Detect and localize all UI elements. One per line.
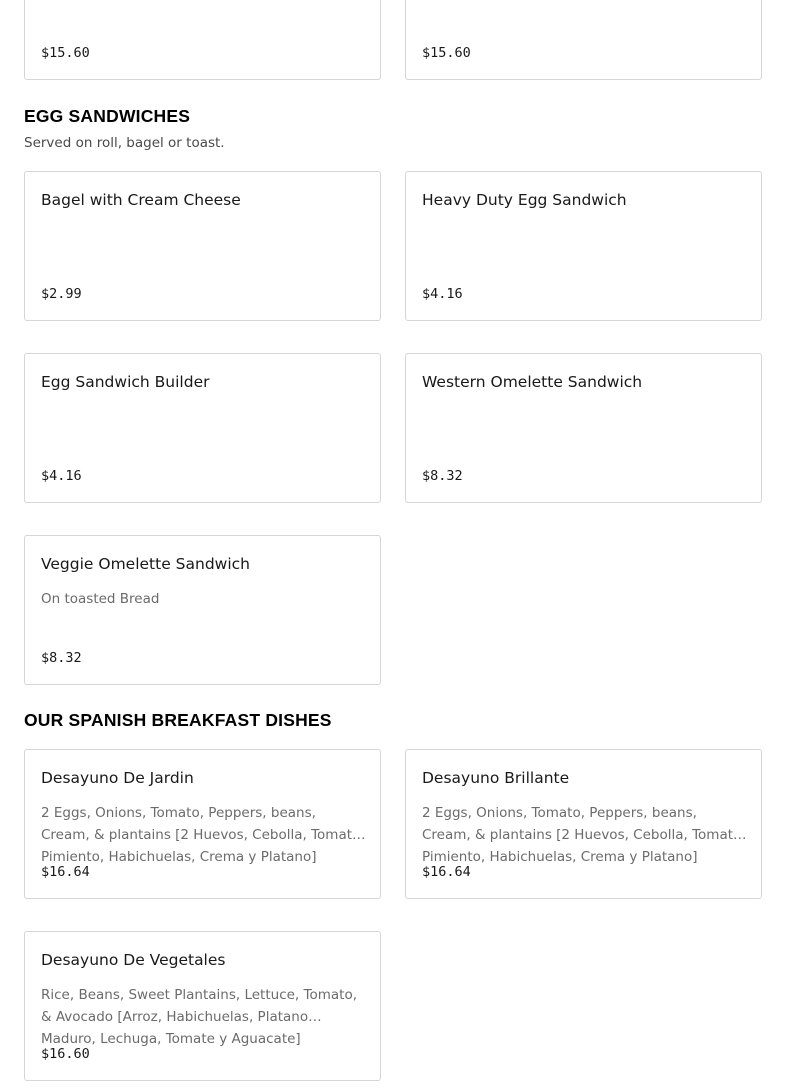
item-description: 2 Eggs, Onions, Tomato, Peppers, beans, Cream, & plantains [2 Huevos, Cebolla, Tomate, Pimiento, Habichuelas, Crema y Platano] <box>41 805 365 865</box>
item-price: $16.60 <box>41 1046 90 1062</box>
menu-item-card[interactable] <box>405 171 762 321</box>
item-name: Heavy Duty Egg Sandwich <box>422 191 627 209</box>
item-price: $15.60 <box>422 45 471 61</box>
item-price: $8.32 <box>422 468 463 484</box>
menu-item-card[interactable] <box>24 535 381 685</box>
item-price: $15.60 <box>41 45 90 61</box>
item-name: Desayuno Brillante <box>422 769 570 787</box>
menu-item-card[interactable] <box>405 353 762 503</box>
section-title-spanish-breakfast: OUR SPANISH BREAKFAST DISHES <box>24 710 332 730</box>
item-description: 2 Eggs, Onions, Tomato, Peppers, beans, Cream, & plantains [2 Huevos, Cebolla, Tomate, Pimiento, Habichuelas, Crema y Platano] <box>422 805 746 865</box>
item-price: $4.16 <box>41 468 82 484</box>
item-price: $4.16 <box>422 286 463 302</box>
item-price: $2.99 <box>41 286 82 302</box>
item-name: Egg Sandwich Builder <box>41 373 210 391</box>
item-name: Bagel with Cream Cheese <box>41 191 241 209</box>
item-description: Rice, Beans, Sweet Plantains, Lettuce, Tomato, & Avocado [Arroz, Habichuelas, Platano Maduro, Lechuga, Tomate y Aguacate] <box>41 987 357 1047</box>
menu-item-card[interactable] <box>405 0 762 80</box>
section-subtitle: Served on roll, bagel or toast. <box>24 135 225 151</box>
menu-item-card[interactable] <box>24 0 381 80</box>
item-description: On toasted Bread <box>41 591 160 607</box>
menu-item-card[interactable] <box>405 749 762 899</box>
item-price: $16.64 <box>41 864 90 880</box>
menu-item-card[interactable] <box>24 353 381 503</box>
item-name: Veggie Omelette Sandwich <box>41 555 251 573</box>
item-name: Desayuno De Vegetales <box>41 951 226 969</box>
item-price: $8.32 <box>41 650 82 666</box>
menu-item-card[interactable] <box>24 931 381 1081</box>
item-price: $16.64 <box>422 864 471 880</box>
menu-item-card[interactable] <box>24 749 381 899</box>
item-name: Desayuno De Jardin <box>41 769 194 787</box>
section-title-egg-sandwiches: EGG SANDWICHES <box>24 106 191 126</box>
menu-item-card[interactable] <box>24 171 381 321</box>
item-name: Western Omelette Sandwich <box>422 373 643 391</box>
